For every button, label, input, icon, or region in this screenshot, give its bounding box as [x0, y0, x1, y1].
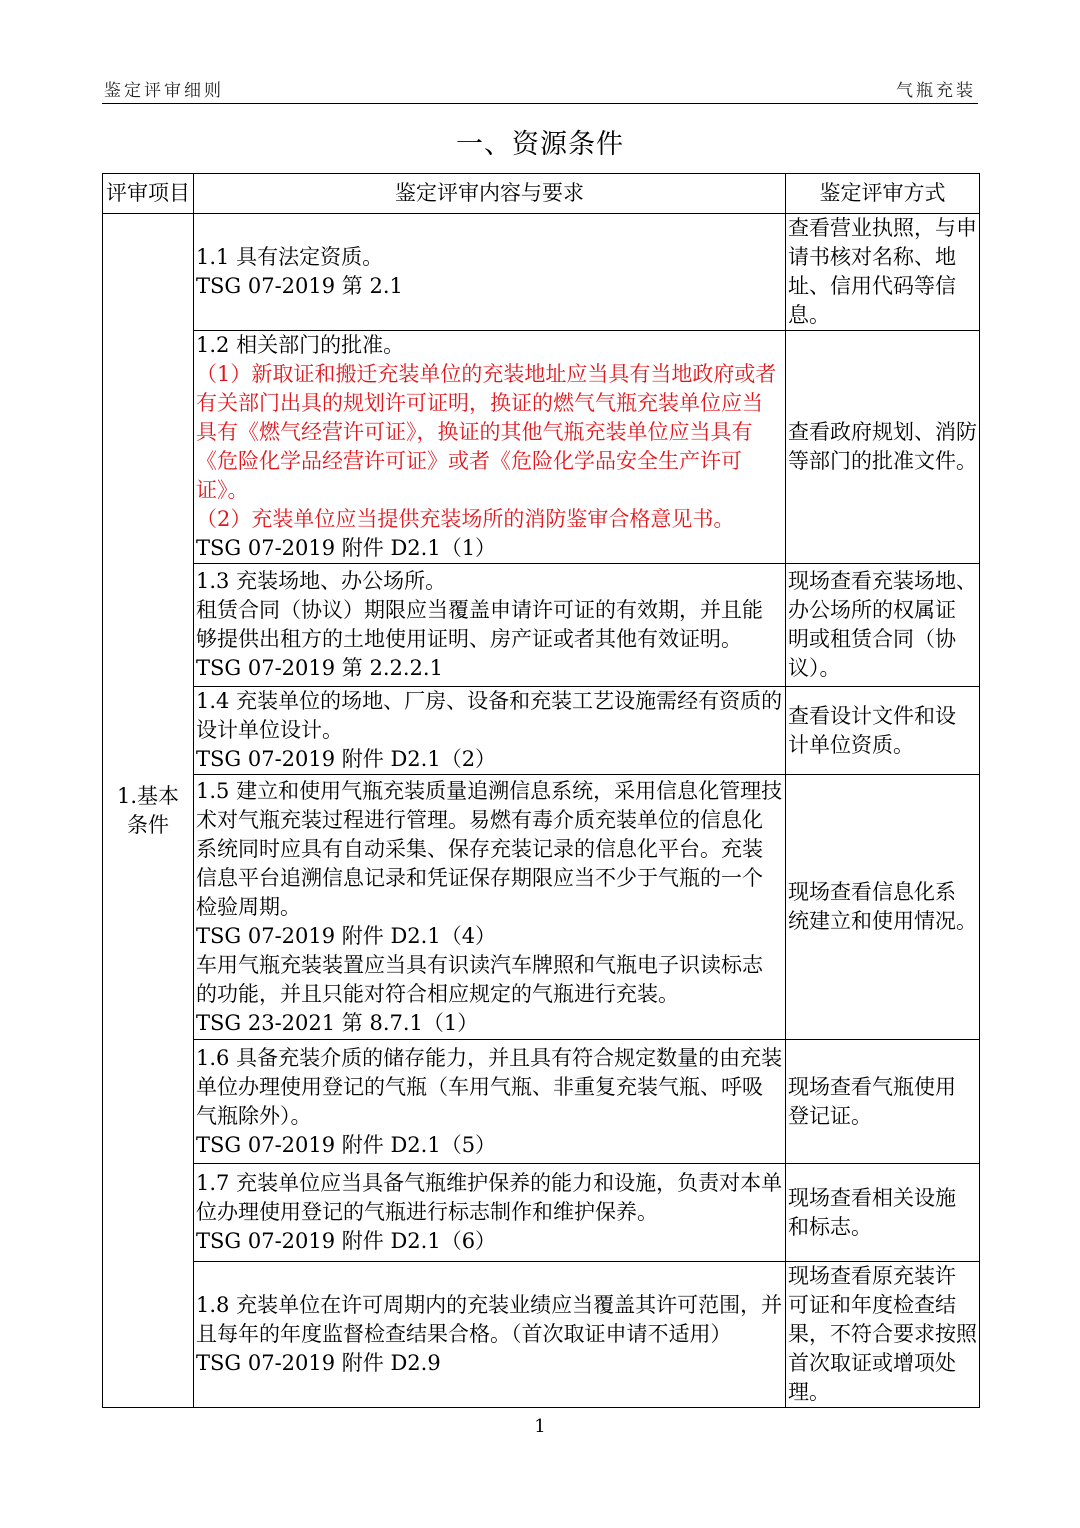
requirement-cell [194, 1262, 786, 1408]
requirement-line: 检验周期。 [196, 894, 301, 919]
method-line: 计单位资质。 [788, 732, 914, 757]
method-line: 现场查看信息化系 [788, 880, 956, 904]
method-line: 查看营业执照，与申 [788, 216, 977, 240]
requirement-line: TSG 07-2019 第 2.2.2.1 [196, 656, 443, 680]
requirement-line: 气瓶除外）。 [196, 1103, 312, 1128]
requirement-line-highlighted: 《危险化学品经营许可证》或者《危险化学品安全生产许可证》。 [196, 449, 742, 502]
category-label-line: 条件 [127, 812, 169, 837]
method-line: 址、信用代码等信 [788, 274, 956, 298]
requirement-line: TSG 07-2019 附件 D2.9 [196, 1351, 441, 1375]
requirement-line: 车用气瓶充装装置应当具有识读汽车牌照和气瓶电子识读标志 [196, 952, 763, 977]
method-line: 可证和年度检查结 [788, 1293, 956, 1317]
requirement-line: 系统同时应具有自动采集、保存充装记录的信息化平台。充装 [196, 836, 763, 861]
page-number: 1 [534, 1416, 546, 1437]
requirement-line-highlighted: 具有《燃气经营许可证》，换证的其他气瓶充装单位应当具有 [196, 420, 753, 444]
requirement-cell [194, 775, 786, 1040]
requirement-line: 够提供出租方的土地使用证明、房产证或者其他有效证明。 [196, 627, 742, 651]
requirement-cell [194, 1040, 786, 1164]
method-line: 理。 [788, 1380, 830, 1404]
method-line: 等部门的批准文件。 [788, 449, 977, 473]
method-line: 息。 [788, 303, 830, 327]
method-line: 统建立和使用情况。 [788, 909, 977, 933]
requirement-line: 设计单位设计。 [196, 718, 343, 742]
category-label-line: 1.基本 [116, 783, 180, 808]
method-cell [786, 1164, 980, 1262]
method-cell [786, 331, 980, 564]
method-cell [786, 1262, 980, 1408]
method-line: 查看设计文件和设 [788, 703, 956, 728]
table-row [103, 1040, 980, 1164]
requirement-line: TSG 07-2019 附件 D2.1（4） [196, 923, 497, 948]
requirement-line: 单位办理使用登记的气瓶（车用气瓶、非重复充装气瓶、呼吸 [196, 1074, 763, 1099]
column-header-item: 评审项目 [103, 174, 194, 214]
requirement-line: TSG 07-2019 附件 D2.1（2） [196, 747, 497, 771]
table-row [103, 687, 980, 775]
requirement-line: 1.7 充装单位应当具备气瓶维护保养的能力和设施，负责对本单 [196, 1171, 783, 1195]
requirement-cell [194, 214, 786, 331]
requirement-line: 1.8 充装单位在许可周期内的充装业绩应当覆盖其许可范围，并 [196, 1293, 783, 1317]
requirement-line: TSG 07-2019 附件 D2.1（1） [196, 536, 497, 560]
requirement-line: 位办理使用登记的气瓶进行标志制作和维护保养。 [196, 1200, 658, 1224]
table-row [103, 331, 980, 564]
method-line: 登记证。 [788, 1103, 872, 1128]
requirement-line: 1.4 充装单位的场地、厂房、设备和充装工艺设施需经有资质的 [196, 689, 783, 713]
requirement-line: 1.1 具有法定资质。 [196, 245, 384, 269]
requirement-cell [194, 687, 786, 775]
method-line: 现场查看相关设施 [788, 1185, 956, 1210]
table-row [103, 1262, 980, 1408]
method-line: 明或租赁合同（协 [788, 627, 956, 651]
method-line: 请书核对名称、地 [788, 245, 956, 269]
requirement-line-highlighted: （2）充装单位应当提供充装场所的消防鉴审合格意见书。 [196, 507, 735, 531]
requirement-line: 1.3 充装场地、办公场所。 [196, 569, 447, 593]
method-cell [786, 1040, 980, 1164]
section-title: 一、资源条件 [456, 129, 624, 160]
table-row [103, 564, 980, 687]
requirement-line: TSG 23-2021 第 8.7.1（1） [196, 1010, 479, 1035]
requirement-line: 的功能，并且只能对符合相应规定的气瓶进行充装。 [196, 981, 679, 1006]
column-header-content: 鉴定评审内容与要求 [194, 174, 786, 214]
header-left-label: 鉴定评审细则 [104, 81, 224, 101]
requirement-cell [194, 564, 786, 687]
method-line: 议）。 [788, 656, 841, 680]
requirement-line: 术对气瓶充装过程进行管理。易燃有毒介质充装单位的信息化 [196, 807, 763, 832]
method-line: 查看政府规划、消防 [788, 420, 977, 444]
method-cell [786, 775, 980, 1040]
method-line: 现场查看气瓶使用 [788, 1074, 956, 1099]
requirement-line: TSG 07-2019 第 2.1 [196, 274, 403, 298]
requirement-line: TSG 07-2019 附件 D2.1（6） [196, 1229, 497, 1253]
header-divider [102, 103, 978, 104]
method-line: 首次取证或增项处 [788, 1351, 956, 1375]
requirement-line: 信息平台追溯信息记录和凭证保存期限应当不少于气瓶的一个 [196, 865, 763, 890]
table-row [103, 214, 980, 331]
requirement-cell [194, 1164, 786, 1262]
requirement-line: 租赁合同（协议）期限应当覆盖申请许可证的有效期，并且能 [196, 598, 763, 622]
table-row [103, 775, 980, 1040]
method-cell [786, 687, 980, 775]
method-cell [786, 214, 980, 331]
requirement-line: 1.5 建立和使用气瓶充装质量追溯信息系统，采用信息化管理技 [196, 778, 783, 803]
method-line: 和标志。 [788, 1214, 872, 1239]
assessment-table [102, 173, 980, 1408]
requirement-line: 1.2 相关部门的批准。 [196, 333, 405, 357]
requirement-cell [194, 331, 786, 564]
requirement-line: 且每年的年度监督检查结果合格。（首次取证申请不适用） [196, 1322, 732, 1346]
requirement-line: 1.6 具备充装介质的储存能力，并且具有符合规定数量的由充装 [196, 1045, 783, 1070]
table-header-row [103, 174, 980, 214]
method-line: 现场查看充装场地、 [788, 569, 977, 593]
requirement-line-highlighted: （1）新取证和搬迁充装单位的充装地址应当具有当地政府或者 [196, 362, 777, 386]
column-header-method: 鉴定评审方式 [786, 174, 980, 214]
method-line: 果，不符合要求按照 [788, 1322, 977, 1346]
requirement-line-highlighted: 有关部门出具的规划许可证明，换证的燃气气瓶充装单位应当 [196, 391, 763, 415]
header-right-label: 气瓶充装 [896, 81, 976, 101]
method-line: 办公场所的权属证 [788, 598, 956, 622]
table-row [103, 1164, 980, 1262]
method-cell [786, 564, 980, 687]
requirement-line: TSG 07-2019 附件 D2.1（5） [196, 1132, 497, 1157]
method-line: 现场查看原充装许 [788, 1264, 956, 1288]
category-cell [103, 214, 194, 1408]
